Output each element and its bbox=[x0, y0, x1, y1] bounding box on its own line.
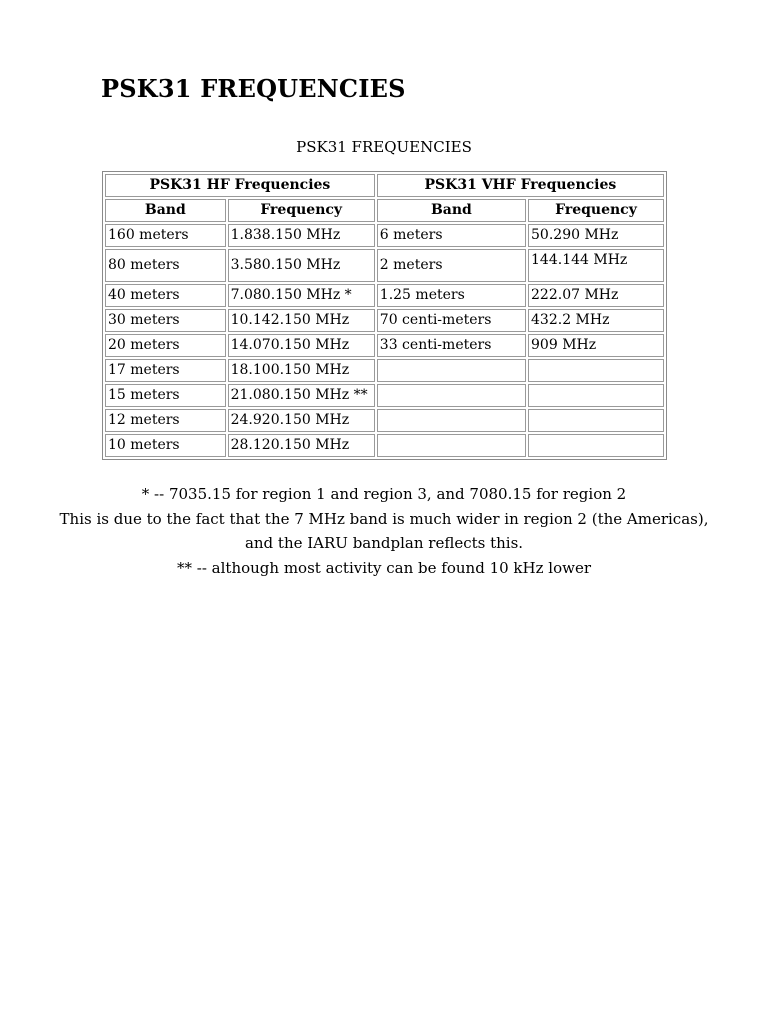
page-title: PSK31 FREQUENCIES bbox=[101, 74, 406, 103]
footnote-explanation-line-1: This is due to the fact that the 7 MHz band is much wider in region 2 (the Americas), bbox=[59, 509, 709, 528]
hf-band-cell: 160 meters bbox=[105, 224, 226, 247]
table-row bbox=[105, 359, 664, 382]
vhf-band-cell: 2 meters bbox=[377, 249, 526, 282]
hf-band-cell: 15 meters bbox=[105, 384, 226, 407]
table-row bbox=[105, 334, 664, 357]
column-header-vhf-frequency: Frequency bbox=[528, 199, 664, 222]
hf-frequency-cell: 3.580.150 MHz bbox=[228, 249, 375, 282]
table-row bbox=[105, 409, 664, 432]
hf-frequency-cell: 28.120.150 MHz bbox=[228, 434, 375, 457]
vhf-frequency-cell: 222.07 MHz bbox=[528, 284, 664, 307]
vhf-frequency-cell bbox=[528, 434, 664, 457]
hf-band-cell: 30 meters bbox=[105, 309, 226, 332]
vhf-band-cell bbox=[377, 409, 526, 432]
footnote-region-note: * -- 7035.15 for region 1 and region 3, and 7080.15 for region 2 bbox=[141, 485, 627, 503]
vhf-band-cell bbox=[377, 359, 526, 382]
hf-band-cell: 80 meters bbox=[105, 249, 226, 282]
vhf-frequency-cell: 909 MHz bbox=[528, 334, 664, 357]
vhf-band-cell bbox=[377, 434, 526, 457]
hf-band-cell: 10 meters bbox=[105, 434, 226, 457]
vhf-band-cell bbox=[377, 384, 526, 407]
footnotes bbox=[0, 482, 768, 580]
hf-frequency-cell: 7.080.150 MHz * bbox=[228, 284, 375, 307]
frequency-table bbox=[102, 171, 667, 460]
table-row bbox=[105, 434, 664, 457]
vhf-frequency-cell bbox=[528, 409, 664, 432]
column-header-vhf-band: Band bbox=[377, 199, 526, 222]
vhf-frequency-cell bbox=[528, 384, 664, 407]
table-row bbox=[105, 249, 664, 282]
vhf-frequency-cell bbox=[528, 359, 664, 382]
hf-frequency-cell: 18.100.150 MHz bbox=[228, 359, 375, 382]
vhf-band-cell: 33 centi-meters bbox=[377, 334, 526, 357]
vhf-frequency-cell: 432.2 MHz bbox=[528, 309, 664, 332]
hf-frequency-cell: 10.142.150 MHz bbox=[228, 309, 375, 332]
vhf-frequency-cell: 50.290 MHz bbox=[528, 224, 664, 247]
hf-band-cell: 20 meters bbox=[105, 334, 226, 357]
table-column-header-row bbox=[105, 199, 664, 222]
vhf-band-cell: 70 centi-meters bbox=[377, 309, 526, 332]
footnote-explanation-line-2: and the IARU bandplan reflects this. bbox=[244, 534, 524, 552]
hf-band-cell: 12 meters bbox=[105, 409, 226, 432]
table-row bbox=[105, 309, 664, 332]
footnote-activity-note: ** -- although most activity can be found 10 kHz lower bbox=[177, 558, 591, 577]
hf-frequency-cell: 21.080.150 MHz ** bbox=[228, 384, 375, 407]
hf-frequency-cell: 14.070.150 MHz bbox=[228, 334, 375, 357]
vhf-band-cell: 6 meters bbox=[377, 224, 526, 247]
table-row bbox=[105, 284, 664, 307]
table-row bbox=[105, 384, 664, 407]
column-header-hf-band: Band bbox=[105, 199, 226, 222]
hf-frequency-cell: 1.838.150 MHz bbox=[228, 224, 375, 247]
table-row bbox=[105, 224, 664, 247]
column-header-hf-frequency: Frequency bbox=[228, 199, 375, 222]
vhf-band-cell: 1.25 meters bbox=[377, 284, 526, 307]
hf-frequency-cell: 24.920.150 MHz bbox=[228, 409, 375, 432]
hf-band-cell: 40 meters bbox=[105, 284, 226, 307]
table-caption: PSK31 FREQUENCIES bbox=[296, 138, 472, 156]
hf-group-header: PSK31 HF Frequencies bbox=[105, 174, 375, 197]
hf-band-cell: 17 meters bbox=[105, 359, 226, 382]
table-group-header-row bbox=[105, 174, 664, 197]
vhf-group-header: PSK31 VHF Frequencies bbox=[377, 174, 664, 197]
vhf-frequency-cell: 144.144 MHz bbox=[528, 249, 664, 282]
